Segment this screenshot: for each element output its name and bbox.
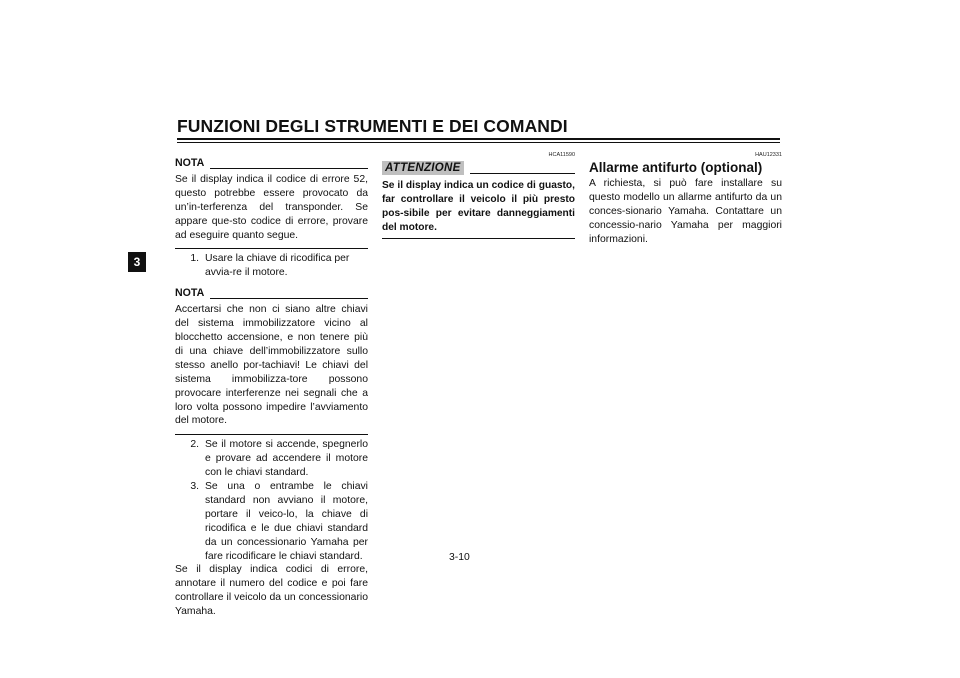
nota-heading-1 xyxy=(175,157,368,171)
closing-paragraph: Se il display indica codici di errore, annotare il numero del codice e poi fare controllare il veicolo da un concessionario Yamaha. xyxy=(175,564,368,618)
step-number: 2. xyxy=(190,439,199,451)
nota-text-2: Accertarsi che non ci siano altre chiavi del sistema immobilizzatore vicino al blocchetto accensione, e non tenere più di una chiave dell’immobilizzatore sullo stesso anello por-tachiavi! Le chiavi del sistema immobilizza-tore possono provocare interferenze nei segnali che a loro volta possono impedire l’avviamento del motore. xyxy=(175,304,368,427)
step-text: Usare la chiave di ricodifica per avvia-re il motore. xyxy=(205,253,350,279)
step-text: Se il motore si accende, spegnerlo e provare ad accendere il motore con le chiavi standard. xyxy=(205,439,368,479)
page-title: FUNZIONI DEGLI STRUMENTI E DEI COMANDI xyxy=(177,116,568,136)
section-text: A richiesta, si può fare installare su questo modello un allarme antifurto da un conces-sionario Yamaha. Contattare un concessio-nario Yamaha per maggiori informazioni. xyxy=(589,178,782,245)
nota-heading-2 xyxy=(175,287,368,301)
title-rule-thin xyxy=(177,142,780,143)
reference-code: HCA11590 xyxy=(548,152,575,158)
page-number: 3-10 xyxy=(449,552,470,563)
list-item-step-1 xyxy=(175,252,368,280)
section-title: Allarme antifurto (optional) xyxy=(589,160,763,175)
attention-separator xyxy=(382,238,575,239)
attention-label: ATTENZIONE xyxy=(382,161,464,175)
left-column xyxy=(175,157,368,619)
reference-code: HAU12331 xyxy=(755,152,782,158)
list-item-step-3 xyxy=(175,480,368,563)
chapter-tab: 3 xyxy=(128,252,146,272)
nota-text-1: Se il display indica il codice di errore 52, questo potrebbe essere provocato da un’in-terferenza del transponder. Se appare que-sto codice di errore, provare ad eseguire quanto segue. xyxy=(175,173,368,241)
nota-label: NOTA xyxy=(175,287,205,300)
nota-label: NOTA xyxy=(175,157,205,169)
right-column xyxy=(589,152,782,247)
nota-separator xyxy=(175,248,368,249)
step-text: Se una o entrambe le chiavi standard non avviano il motore, portare il veico-lo, la chiave di ricodifica e le due chiavi standard da un concessionario Yamaha per fare ricodificare le chiavi standard. xyxy=(205,481,368,562)
step-number: 3. xyxy=(190,481,199,493)
list-item-step-2 xyxy=(175,438,368,480)
step-number: 1. xyxy=(190,253,199,265)
title-rule xyxy=(177,138,780,140)
nota-separator xyxy=(175,434,368,435)
attention-heading xyxy=(382,161,575,175)
middle-column xyxy=(382,152,575,239)
attention-text: Se il display indica un codice di guasto, far controllare il veicolo il più presto pos-sibile per evitare danneggiamenti del motore. xyxy=(382,180,575,233)
